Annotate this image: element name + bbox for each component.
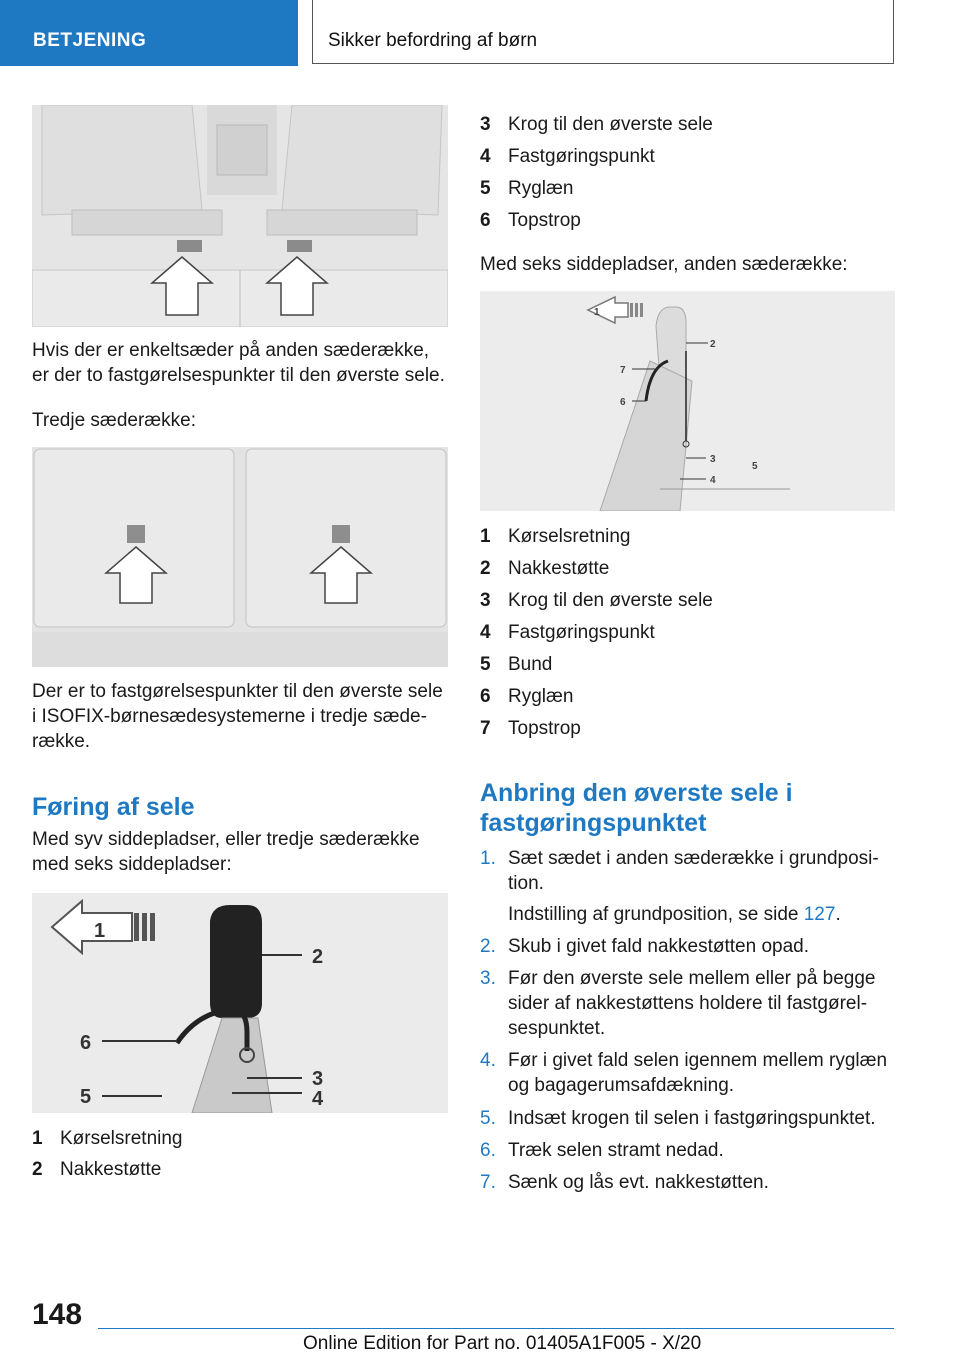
list-item-number: 4 [480,622,491,643]
list-item-text: Fastgøringspunkt [508,622,655,643]
list-item-text: Bund [508,654,553,675]
step-number: 7. [480,1172,496,1193]
figure-third-row-anchors [32,447,448,667]
fig3-label-4: 4 [312,1088,324,1110]
fig3-label-2: 2 [312,946,324,968]
fig3-label-6: 6 [80,1032,92,1054]
list-item-text: Kørselsretning [508,526,631,547]
fig4-label-1: 1 [594,307,600,318]
list-item-number: 3 [480,590,491,611]
step-text: Før i givet fald selen igennem mellem ryglæn og bagagerumsafdækning. [508,1050,888,1096]
step-note-text: Indstilling af grundposition, se side 127. [508,904,841,925]
step-number: 2. [480,936,496,957]
figure-headrest-six-seats [480,291,895,511]
paragraph-third-row: Tredje sæderække: [32,410,197,431]
figure-headrest-seven-seats [32,893,448,1113]
step-number: 4. [480,1050,496,1071]
list-item-text: Kørselsretning [60,1128,183,1149]
footer-edition: Online Edition for Part no. 01405A1F005 - X/20 [303,1333,702,1354]
page-link[interactable]: 127 [803,904,836,925]
paragraph-seven-seats: Med syv siddepladser, eller tredje sæderække med seks siddepladser: [32,829,420,875]
step-text: Skub i givet fald nakkestøtten opad. [508,936,810,957]
footer-divider [98,1328,894,1329]
list-item-text: Nakkestøtte [508,558,610,579]
list-item-number: 6 [480,686,491,707]
fig3-label-1: 1 [94,920,106,942]
step-number: 5. [480,1108,496,1129]
step-text: Sæt sædet i anden sæderække i grundposi-tion. [508,848,879,894]
list-item-number: 2 [32,1159,43,1180]
list-item-text: Topstrop [508,210,581,231]
paragraph-third-row-anchors: Der er to fastgørelsespunkter til den øverste sele i ISOFIX-børnesædesystemerne i tredje sæde-række. [32,681,443,752]
list-item-number: 1 [32,1128,43,1149]
list-item-number: 5 [480,654,491,675]
chapter-title: Sikker befordring af børn [328,30,538,51]
list-item-number: 7 [480,718,491,739]
fig4-label-7: 7 [620,365,626,376]
step-text: Sænk og lås evt. nakkestøtten. [508,1172,769,1193]
fig3-label-3: 3 [312,1068,324,1090]
paragraph-six-seats: Med seks siddepladser, anden sæderække: [480,254,848,275]
list-item-text: Topstrop [508,718,581,739]
fig4-label-4: 4 [710,475,716,486]
list-item-text: Nakkestøtte [60,1159,162,1180]
heading-belt-routing: Føring af sele [32,793,195,821]
step-number: 3. [480,968,496,989]
step-text: Træk selen stramt nedad. [508,1140,724,1161]
section-tab [0,0,298,66]
chapter-header [312,0,894,64]
step-number: 6. [480,1140,496,1161]
fig4-label-6: 6 [620,397,626,408]
list-item-text: Fastgøringspunkt [508,146,655,167]
section-label: BETJENING [33,30,147,51]
list-item-number: 1 [480,526,491,547]
fig4-label-5: 5 [752,461,758,472]
list-item-text: Ryglæn [508,686,574,707]
list-item-number: 2 [480,558,491,579]
list-item-text: Ryglæn [508,178,574,199]
heading-attach-belt: Anbring den øverste sele i fastgøringspunktet [480,779,793,837]
list-item-number: 4 [480,146,491,167]
list-item-text: Krog til den øverste sele [508,590,713,611]
page-number: 148 [32,1298,83,1331]
list-item-number: 6 [480,210,491,231]
figure-second-row-anchors [32,105,448,327]
step-text: Før den øverste sele mellem eller på begge sider af nakkestøttens holdere til fastgørel-sespunktet. [508,968,876,1039]
paragraph-single-seats: Hvis der er enkeltsæder på anden sæderække, er der to fastgørelsespunkter til den øverste sele. [32,340,445,386]
step-text: Indsæt krogen til selen i fastgøringspunktet. [508,1108,876,1129]
fig4-label-3: 3 [710,454,716,465]
list-item-number: 5 [480,178,491,199]
fig3-label-5: 5 [80,1086,92,1108]
list-item-number: 3 [480,114,491,135]
step-number: 1. [480,848,496,869]
fig4-label-2: 2 [710,339,716,350]
list-item-text: Krog til den øverste sele [508,114,713,135]
